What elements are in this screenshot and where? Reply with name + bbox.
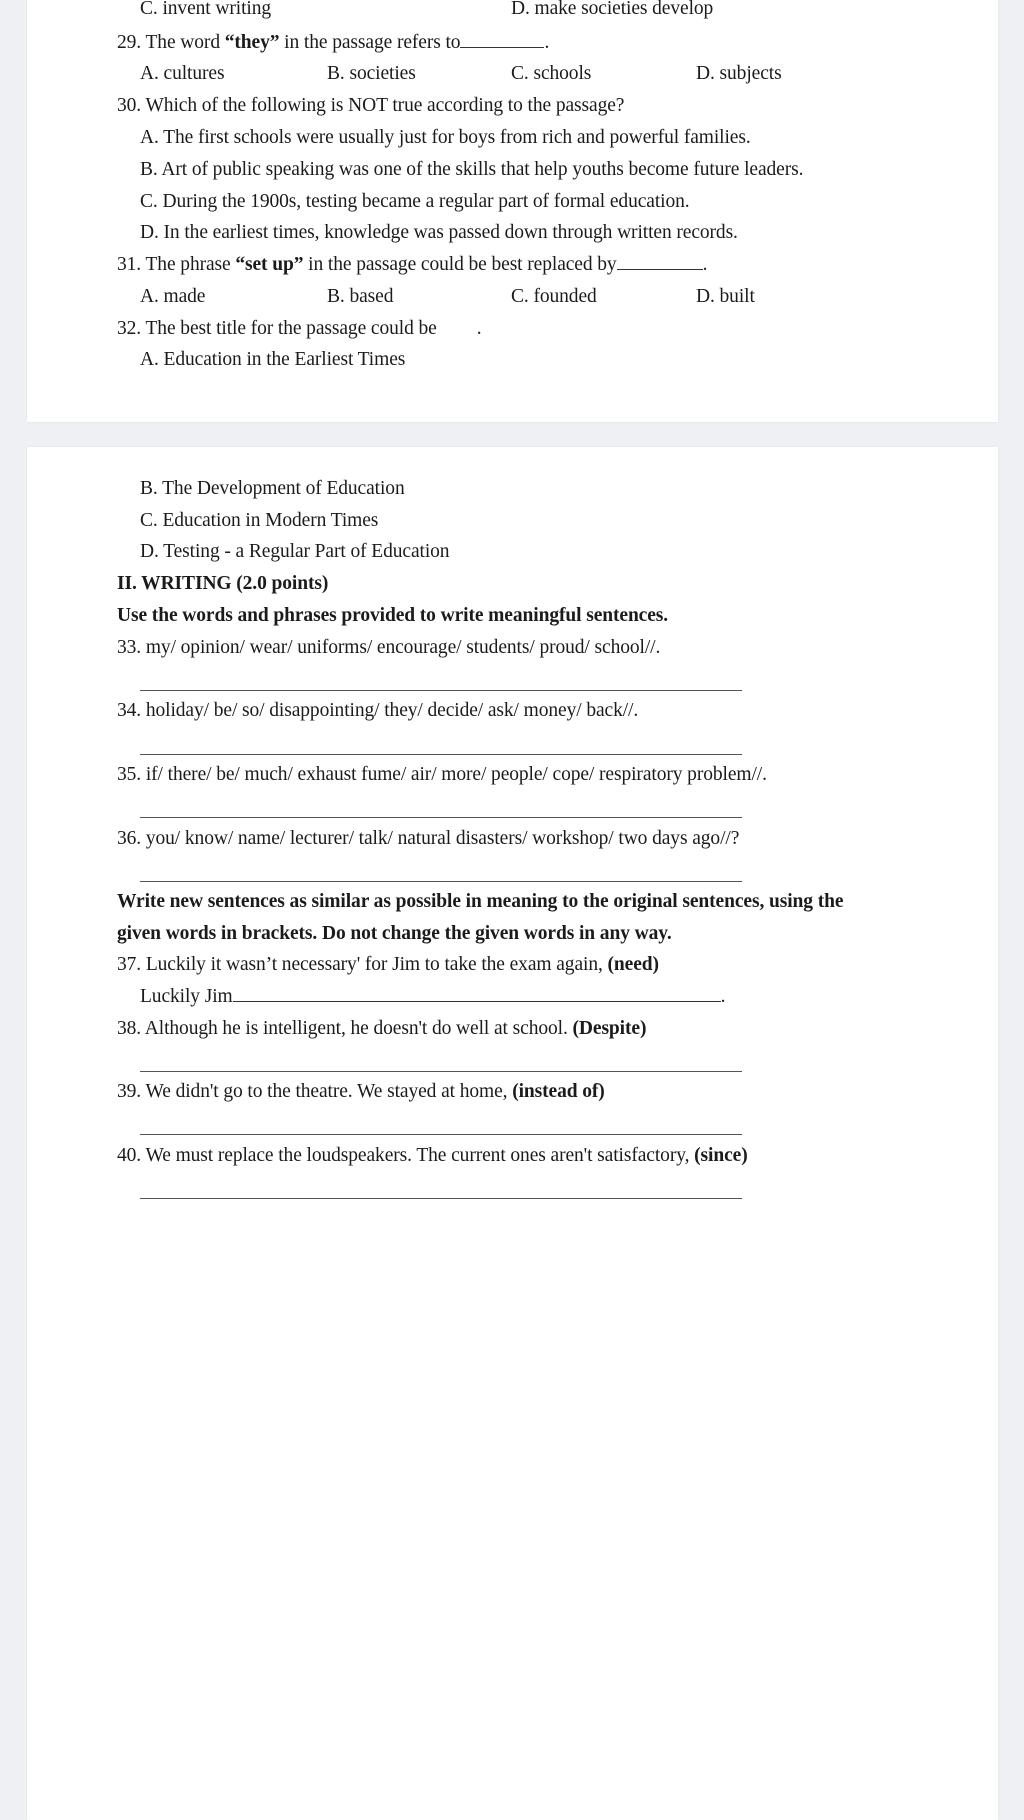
q33-answer-line[interactable] xyxy=(140,690,742,691)
q34-answer-line[interactable] xyxy=(140,754,742,755)
q37-answer-line[interactable] xyxy=(233,985,721,1002)
q32-option-c: C. Education in Modern Times xyxy=(140,510,379,531)
q39-answer-line[interactable] xyxy=(140,1134,742,1135)
q38-answer-line[interactable] xyxy=(140,1071,742,1072)
q37-answer: Luckily Jim . xyxy=(140,986,726,1007)
q29-stem: 29. The word “they” in the passage refers to . xyxy=(117,32,550,53)
q37-prompt: 37. Luckily it wasn’t necessary' for Jim to take the exam again, (need) xyxy=(117,954,659,975)
instruction-sentence-building: Use the words and phrases provided to write meaningful sentences. xyxy=(117,605,669,626)
q30-stem: 30. Which of the following is NOT true according to the passage? xyxy=(117,95,625,116)
q32-option-b: B. The Development of Education xyxy=(140,478,405,499)
q33-prompt: 33. my/ opinion/ wear/ uniforms/ encourage/ students/ proud/ school//. xyxy=(117,637,661,658)
q28-option-c: C. invent writing xyxy=(140,0,272,19)
q29-blank xyxy=(460,31,544,48)
q30-option-d: D. In the earliest times, knowledge was passed down through written records. xyxy=(140,222,738,243)
q36-answer-line[interactable] xyxy=(140,881,742,882)
q30-option-b: B. Art of public speaking was one of the skills that help youths become future leaders. xyxy=(140,159,804,180)
q36-prompt: 36. you/ know/ name/ lecturer/ talk/ natural disasters/ workshop/ two days ago//? xyxy=(117,828,740,849)
q40-prompt: 40. We must replace the loudspeakers. The current ones aren't satisfactory, (since) xyxy=(117,1145,748,1166)
page-2 xyxy=(27,447,998,1820)
q31-option-a: A. made xyxy=(140,286,206,307)
instruction-rewrite-line1: Write new sentences as similar as possible in meaning to the original sentences, using the xyxy=(117,891,844,912)
q31-option-b: B. based xyxy=(327,286,394,307)
q29-option-b: B. societies xyxy=(327,63,416,84)
writing-heading: II. WRITING (2.0 points) xyxy=(117,573,329,594)
q30-option-c: C. During the 1900s, testing became a regular part of formal education. xyxy=(140,191,690,212)
q35-prompt: 35. if/ there/ be/ much/ exhaust fume/ air/ more/ people/ cope/ respiratory problem//. xyxy=(117,764,767,785)
q32-option-d: D. Testing - a Regular Part of Education xyxy=(140,541,450,562)
q35-answer-line[interactable] xyxy=(140,817,742,818)
q31-stem: 31. The phrase “set up” in the passage could be best replaced by . xyxy=(117,254,708,275)
q34-prompt: 34. holiday/ be/ so/ disappointing/ they/ decide/ ask/ money/ back//. xyxy=(117,700,639,721)
q40-answer-line[interactable] xyxy=(140,1198,742,1199)
instruction-rewrite-line2: given words in brackets. Do not change the given words in any way. xyxy=(117,923,672,944)
q31-blank xyxy=(617,253,703,270)
q29-option-d: D. subjects xyxy=(696,63,782,84)
q38-prompt: 38. Although he is intelligent, he doesn't do well at school. (Despite) xyxy=(117,1018,647,1039)
q29-option-c: C. schools xyxy=(511,63,592,84)
q32-stem: 32. The best title for the passage could be . xyxy=(117,318,482,339)
q30-option-a: A. The first schools were usually just for boys from rich and powerful families. xyxy=(140,127,751,148)
q28-option-d: D. make societies develop xyxy=(511,0,714,19)
q39-prompt: 39. We didn't go to the theatre. We stayed at home, (instead of) xyxy=(117,1081,605,1102)
page-1 xyxy=(27,0,998,422)
q31-option-c: C. founded xyxy=(511,286,597,307)
q29-option-a: A. cultures xyxy=(140,63,225,84)
q32-option-a: A. Education in the Earliest Times xyxy=(140,349,406,370)
q31-option-d: D. built xyxy=(696,286,755,307)
